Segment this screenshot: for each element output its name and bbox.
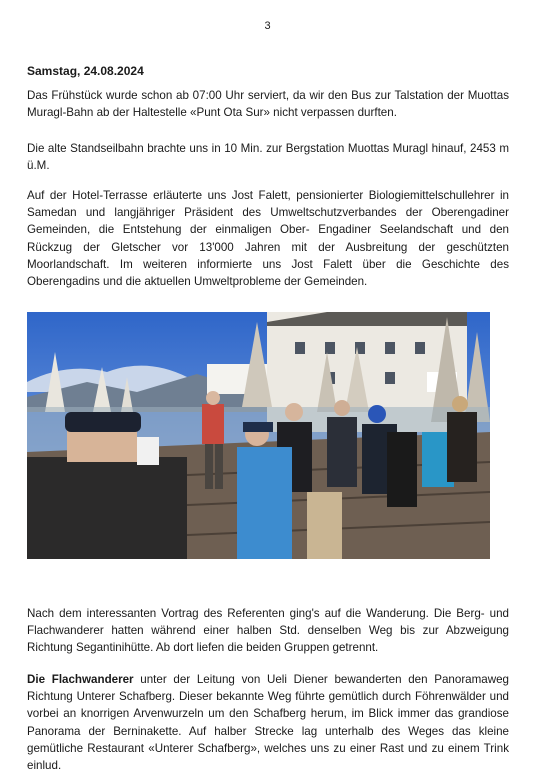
page-number: 3 [264,20,271,32]
paragraph-hotel-terrace: Auf der Hotel-Terrasse erläuterte uns Jost Falett, pensionierter Biologiemittelschullehrer in Samedan und langjähriger Präsident des Umweltschutzverbandes der Oberengadiner Gemeinden, die Entstehung der einmaligen Ober- Engadiner Seelandschaft und den Rückzug der Gletscher vor 13'000 Jahren mit der Ausbreitung der geschützten Moorlandschaft. Im weiteren informierte uns Jost Falett über die Geschichte des Oberengadins und die aktuellen Umweltprobleme der Gemeinden. [27,189,509,289]
group-photo-terrace [27,312,490,559]
flachwanderer-text: unter der Leitung von Ueli Diener bewanderten den Panoramaweg Richtung Unterer Schafberg. Dieser bekannte Weg führte gemütlich durch Föhrenwälder und vorbei an knorrigen Arvenwurzeln um den Schafberg herum, im Blick immer das grandiose Panorama der Berninakette. Auf halber Strecke lag unterhalb des Weges das kleine gemütliche Restaurant «Unterer Schafberg», welches uns zu einer Rast und zu einem Trink einlud. [27,673,510,773]
flachwanderer-bold-lead: Die Flachwanderer [27,673,134,686]
paragraph-hike-start: Nach dem interessanten Vortrag des Referenten ging's auf die Wanderung. Die Berg- und Flachwanderer hatten während einer halben Std. denselben Weg bis zur Abzweigung Richtung Segantinihütte. Ab dort liefen die beiden Gruppen getrennt. [27,607,509,655]
date-heading: Samstag, 24.08.2024 [27,64,144,78]
paragraph-breakfast: Das Frühstück wurde schon ab 07:00 Uhr serviert, da wir den Bus zur Talstation der Muottas Muragl-Bahn ab der Haltestelle «Punt Ota Sur» nicht verpassen durften. [27,89,509,120]
paragraph-funicular: Die alte Standseilbahn brachte uns in 10 Min. zur Bergstation Muottas Muragl hinauf, 2453 m ü.M. [27,142,509,173]
paragraph-flachwanderer [27,671,509,774]
